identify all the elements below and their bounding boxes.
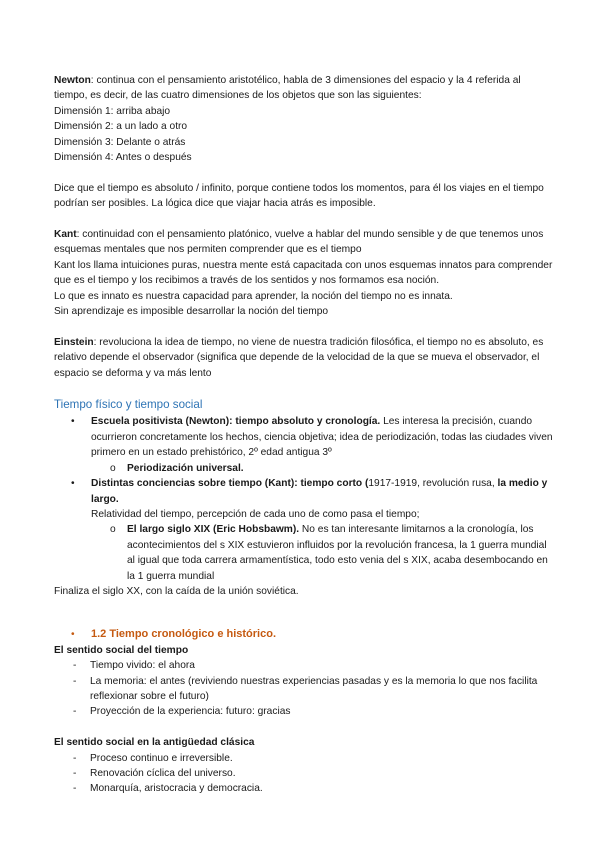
dash-icon: - xyxy=(73,660,77,672)
dash-icon: - xyxy=(73,783,77,795)
einstein-paragraph: Einstein: revoluciona la idea de tiempo, no viene de nuestra tradición filosófica, el tiempo no es absoluto, es relativo depende el observador (significa que depende de la velocidad de la que se mueva el observador, el espacio se deforma y va más lento xyxy=(54,336,544,379)
list-item: - Proyección de la experiencia: futuro: gracias xyxy=(54,704,554,719)
list-item: - Proceso continuo e irreversible. xyxy=(54,751,554,766)
subheading: El sentido social del tiempo xyxy=(54,644,189,656)
kant-innate: Lo que es innato es nuestra capacidad para aprender, la noción del tiempo no es innata. xyxy=(54,290,453,302)
circle-bullet-icon: o xyxy=(110,524,116,536)
list-subitem: o El largo siglo XIX (Eric Hobsbawm). No es tan interesante limitarnos a la cronología, los acontecimientos del s XIX estuvieron influidos por la revolución francesa, la 1 guerra mundial al igual que toda carrera armamentística, todo esto venia del s XIX, acaba desembocando en la 1 guerra mundial xyxy=(110,524,548,582)
newton-absolute-paragraph: Dice que el tiempo es absoluto / infinito, porque contiene todos los momentos, para él los viajes en el tiempo podrían ser posibles. La lógica dice que viajar hacia atrás es imposible. xyxy=(54,182,544,210)
list-item: - Renovación cíclica del universo. xyxy=(54,766,554,781)
dimension-line: Dimensión 3: Delante o atrás xyxy=(54,136,186,148)
dash-icon: - xyxy=(73,752,77,764)
newton-paragraph: Newton: continua con el pensamiento aristotélico, habla de 3 dimensiones del espacio y la 4 referida al tiempo, es decir, de las cuatro dimensiones de los objetos que son las siguientes: xyxy=(54,75,521,102)
bullet-icon: • xyxy=(71,629,75,641)
newton-name: Newton xyxy=(54,75,91,86)
kant-paragraph: Kant: continuidad con el pensamiento platónico, vuelve a hablar del mundo sensible y de que tenemos unos esquemas mentales que nos permiten comprender que es el tiempo xyxy=(54,229,544,256)
dimension-line: Dimensión 4: Antes o después xyxy=(54,152,192,164)
list-item: - Monarquía, aristocracia y democracia. xyxy=(54,781,554,796)
list-item: • Distintas conciencias sobre tiempo (Kant): tiempo corto (1917-1919, revolución rusa, la medio y largo. xyxy=(71,478,548,505)
document-page xyxy=(54,73,554,797)
list-item: - Tiempo vivido: el ahora xyxy=(54,658,554,673)
dash-icon: - xyxy=(73,706,77,718)
dimension-line: Dimensión 1: arriba abajo xyxy=(54,105,171,117)
kant-learning: Sin aprendizaje es imposible desarrollar la noción del tiempo xyxy=(54,306,329,318)
relativity-line: Relatividad del tiempo, percepción de cada uno de como pasa el tiempo; xyxy=(91,508,420,520)
list-item: - La memoria: el antes (reviviendo nuestras experiencias pasadas y es la memoria lo que nos facilita reflexionar sobre el futuro) xyxy=(73,675,538,702)
dash-icon: - xyxy=(73,675,77,687)
list-subitem: o Periodización universal. xyxy=(54,461,554,476)
kant-intuitions: Kant los llama intuiciones puras, nuestra mente está capacitada con unos esquemas innatos para comprender que es el tiempo y los recibimos a través de los sentidos y nos formamos esa noción. xyxy=(54,259,553,287)
section-heading-1-2: • 1.2 Tiempo cronológico e histórico. xyxy=(54,627,554,642)
bullet-icon: • xyxy=(71,416,75,428)
circle-bullet-icon: o xyxy=(110,462,116,474)
kant-name: Kant xyxy=(54,229,77,241)
subheading: El sentido social en la antigüedad clásica xyxy=(54,737,255,749)
section-heading-tiempo: Tiempo físico y tiempo social xyxy=(54,398,203,412)
bullet-icon: • xyxy=(71,478,75,490)
final-line: Finaliza el siglo XX, con la caída de la unión soviética. xyxy=(54,585,299,597)
einstein-name: Einstein xyxy=(54,336,94,348)
dimension-line: Dimensión 2: a un lado a otro xyxy=(54,121,188,133)
dash-icon: - xyxy=(73,768,77,779)
list-item: • Escuela positivista (Newton): tiempo absoluto y cronología. Les interesa la precisión, cuando ocurrieron concretamente los hechos, ciencia objetiva; idea de periodización, todas las ciudades viven primero en un estado prehistórico, 2º edad antigua 3º xyxy=(71,416,553,459)
